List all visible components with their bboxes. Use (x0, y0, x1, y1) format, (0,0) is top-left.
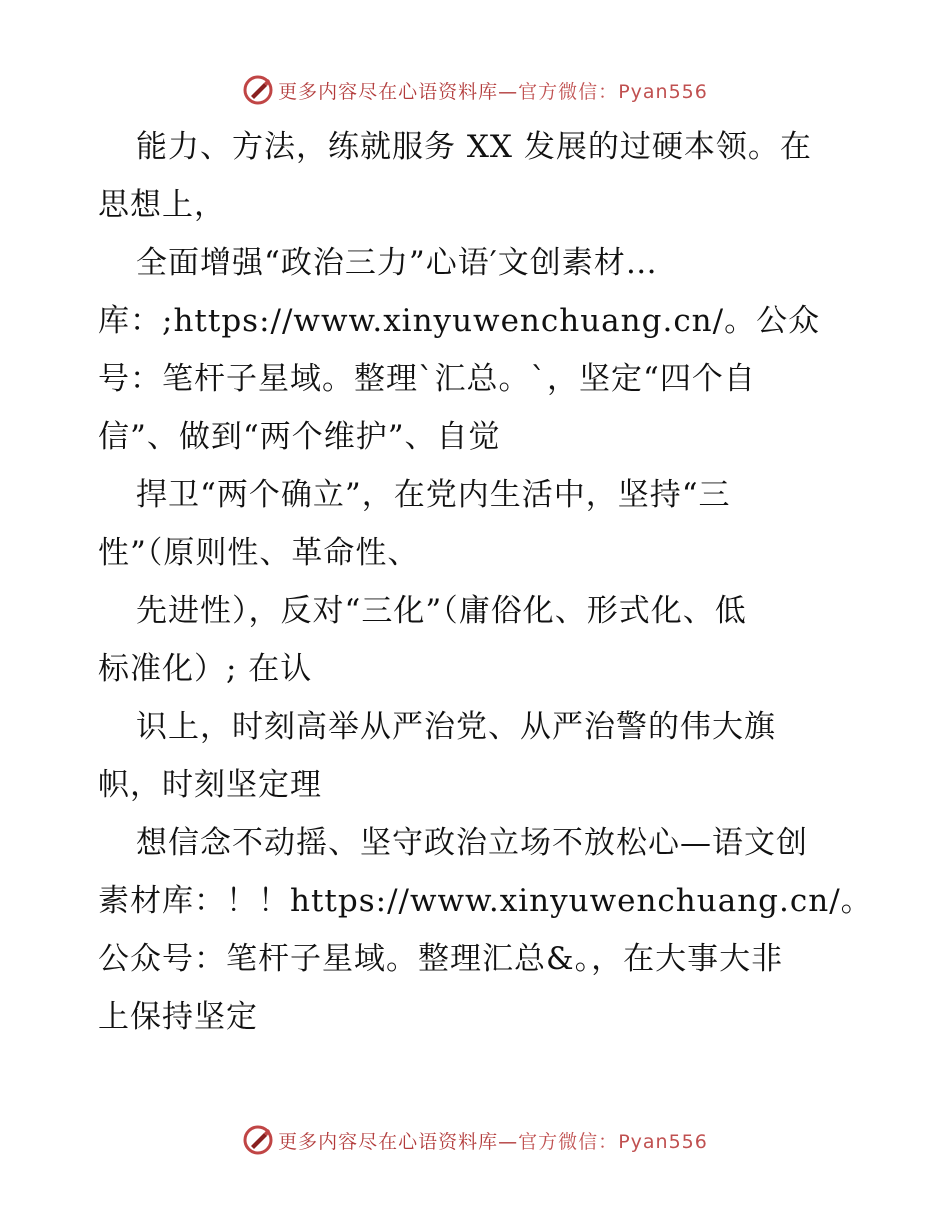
body-line: 公众号：笔杆子星域。整理汇总&。，在大事大非 (98, 941, 784, 977)
body-line: 性”（原则性、革命性、 (98, 535, 420, 571)
body-line: 思想上， (98, 187, 226, 223)
body-line: 库：;https://www.xinyuwenchuang.cn/。公众 (98, 303, 821, 339)
body-line: 识上，时刻高举从严治党、从严治警的伟大旗 (136, 709, 776, 745)
header-wechat-id: Pyan556 (618, 80, 708, 103)
brand-logo-icon (242, 1124, 274, 1156)
header-banner-text (278, 77, 708, 104)
footer-wechat-id: Pyan556 (618, 1130, 708, 1153)
body-line: 标准化）; 在认 (98, 651, 313, 687)
body-line: 上保持坚定 (98, 999, 258, 1035)
header-separator: — (498, 80, 519, 103)
document-body (98, 118, 873, 1046)
footer-separator: — (498, 1130, 519, 1153)
brand-logo-icon (242, 74, 274, 106)
body-line: 信”、做到“两个维护”、自觉 (98, 419, 501, 455)
footer-banner-text (278, 1127, 708, 1154)
body-line: 捍卫“两个确立”，在党内生活中，坚持“三 (136, 477, 731, 513)
header-wechat-label: 官方微信： (518, 80, 619, 103)
header-banner (0, 70, 950, 110)
footer-banner (0, 1120, 950, 1160)
body-line: 能力、方法，练就服务 XX 发展的过硬本领。在 (136, 129, 812, 165)
footer-site-name: 更多内容尽在心语资料库 (278, 1130, 499, 1153)
body-line: 帜，时刻坚定理 (98, 767, 322, 803)
body-line: 想信念不动摇、坚守政治立场不放松心—语文创 (136, 825, 808, 861)
body-line: 素材库：！！https://www.xinyuwenchuang.cn/。 (98, 883, 873, 919)
body-line: 先进性），反对“三化”（庸俗化、形式化、低 (136, 593, 747, 629)
body-line: 号：笔杆子星域。整理`汇总。`，坚定“四个自 (98, 361, 756, 397)
body-line: 全面增强“政治三力”心语′文创素材… (136, 245, 658, 281)
footer-wechat-label: 官方微信： (518, 1130, 619, 1153)
header-site-name: 更多内容尽在心语资料库 (278, 80, 499, 103)
